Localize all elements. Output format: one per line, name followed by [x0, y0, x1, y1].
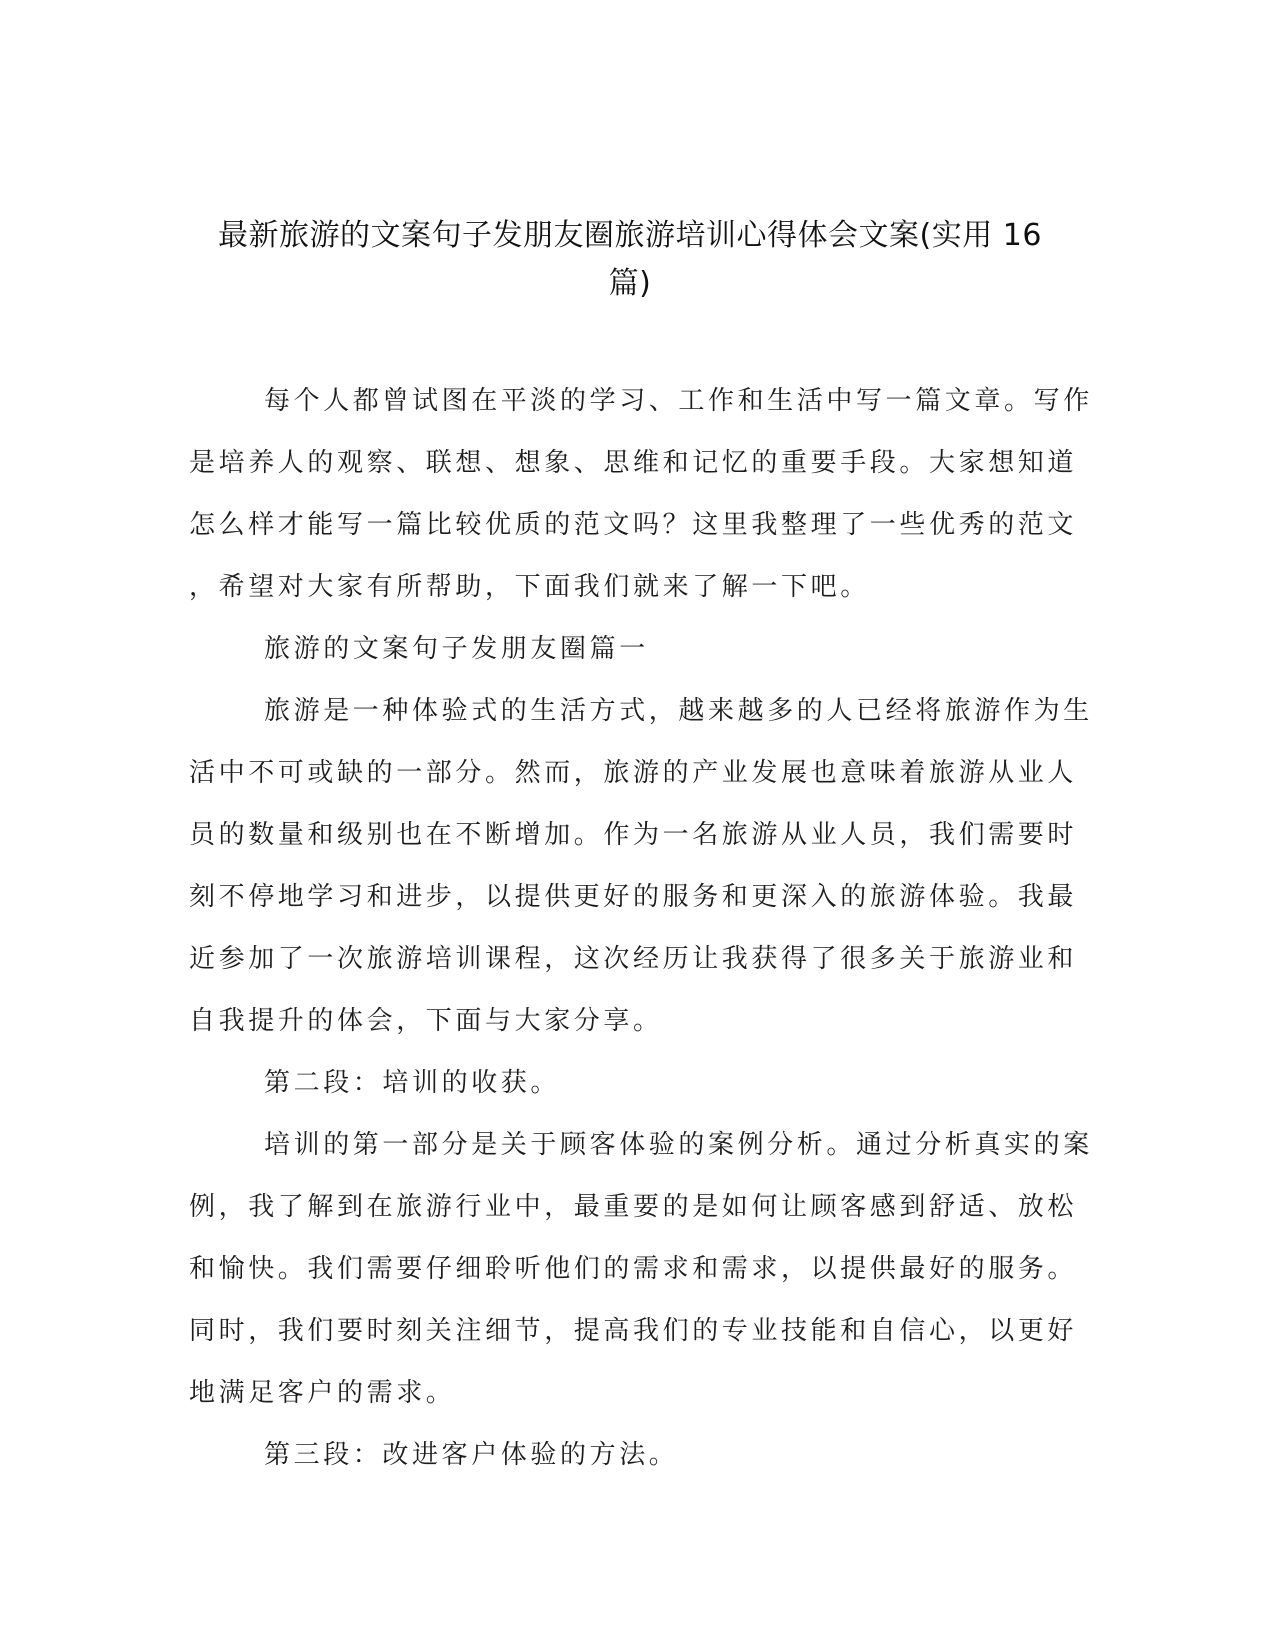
paragraph-line: 旅游是一种体验式的生活方式，越来越多的人已经将旅游作为生	[264, 696, 1093, 726]
section-heading: 旅游的文案句子发朋友圈篇一	[264, 634, 649, 664]
paragraph-line: 自我提升的体会，下面与大家分享。	[189, 1006, 663, 1036]
paragraph-line: 同时，我们要时刻关注细节，提高我们的专业技能和自信心，以更好	[189, 1316, 1078, 1346]
title-line-1: 最新旅游的文案句子发朋友圈旅游培训心得体会文案(实用 16	[218, 218, 1042, 253]
paragraph-line: 每个人都曾试图在平淡的学习、工作和生活中写一篇文章。写作	[264, 386, 1093, 416]
paragraph-line: ，希望对大家有所帮助，下面我们就来了解一下吧。	[189, 572, 870, 602]
paragraph-line: 活中不可或缺的一部分。然而，旅游的产业发展也意味着旅游从业人	[189, 758, 1078, 788]
document-body	[189, 370, 1093, 1486]
section-heading: 第三段：改进客户体验的方法。	[264, 1440, 679, 1470]
paragraph-line: 员的数量和级别也在不断增加。作为一名旅游从业人员，我们需要时	[189, 820, 1078, 850]
paragraph-line: 刻不停地学习和进步，以提供更好的服务和更深入的旅游体验。我最	[189, 882, 1078, 912]
paragraph-line: 培训的第一部分是关于顾客体验的案例分析。通过分析真实的案	[264, 1130, 1093, 1160]
paragraph-line: 是培养人的观察、联想、想象、思维和记忆的重要手段。大家想知道	[189, 448, 1078, 478]
paragraph-line: 近参加了一次旅游培训课程，这次经历让我获得了很多关于旅游业和	[189, 944, 1078, 974]
title-line-2: 篇)	[608, 266, 652, 301]
paragraph-line: 例，我了解到在旅游行业中，最重要的是如何让顾客感到舒适、放松	[189, 1192, 1078, 1222]
section-heading: 第二段：培训的收获。	[264, 1068, 561, 1098]
document-title	[160, 212, 1100, 308]
paragraph-line: 怎么样才能写一篇比较优质的范文吗？这里我整理了一些优秀的范文	[189, 510, 1078, 540]
paragraph-line: 和愉快。我们需要仔细聆听他们的需求和需求，以提供最好的服务。	[189, 1254, 1078, 1284]
paragraph-line: 地满足客户的需求。	[189, 1378, 456, 1408]
